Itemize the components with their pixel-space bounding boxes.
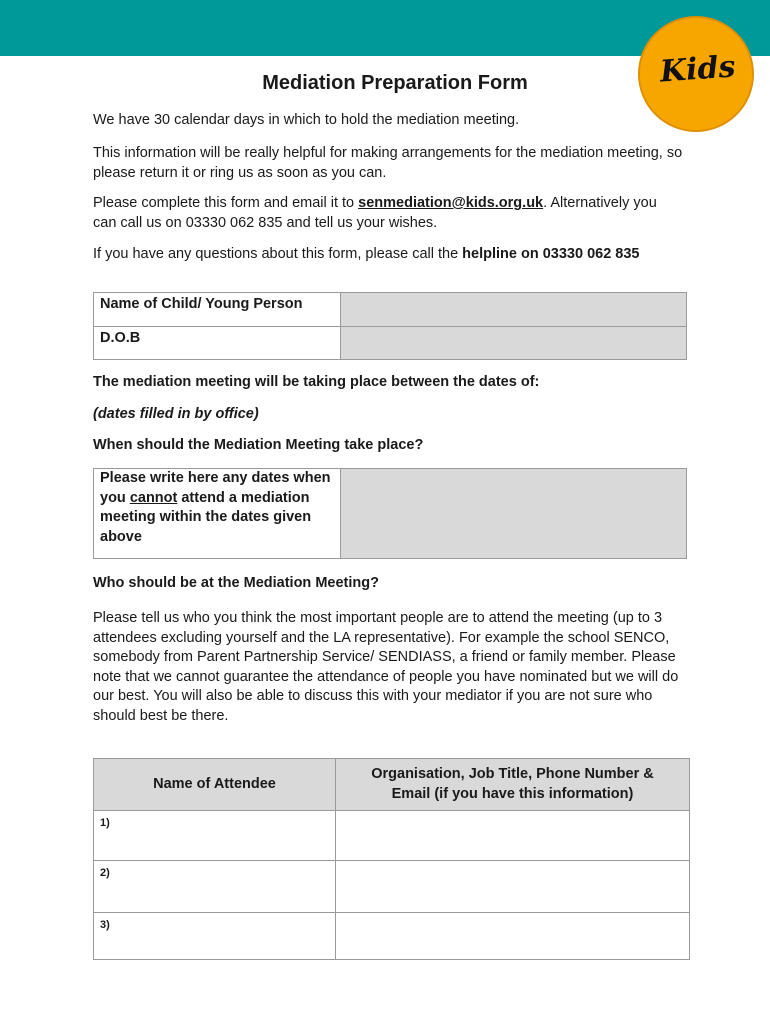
when-heading: When should the Mediation Meeting take place? [93, 437, 424, 453]
attendee-name-field[interactable] [94, 861, 336, 913]
child-details-table [93, 292, 687, 360]
attendee-org-field[interactable] [336, 861, 690, 913]
unavailable-dates-field[interactable] [341, 469, 687, 559]
dob-label-cell [94, 327, 341, 360]
attendee-row [94, 913, 690, 960]
child-name-label: Name of Child/ Young Person [100, 296, 303, 312]
row-number: 2) [100, 867, 110, 879]
office-note: (dates filled in by office) [93, 406, 259, 422]
child-name-field[interactable] [341, 293, 687, 327]
attendee-row [94, 861, 690, 913]
row-number: 1) [100, 817, 110, 829]
attendees-description: Please tell us who you think the most important people are to attend the meeting (up to 3 attendees excluding yourself and the LA representative). For example the school SENCO, somebody from Parent Partnership Service/ SENDIASS, a friend or family member. Please note that we cannot guarantee the attendance of people you have nominated but we will do our best. You will also be able to discuss this with your mediator if you are not sure who should best be there. [93, 610, 679, 724]
col-header-name: Name of Attendee [94, 759, 336, 811]
page-title: Mediation Preparation Form [262, 72, 528, 94]
attendees-table [93, 758, 690, 960]
unavailable-label: Please write here any dates when you cannot attend a mediation meeting within the dates given above [100, 470, 331, 545]
info-text: This information will be really helpful for making arrangements for the mediation meeting, so please return it or ring us as soon as you can. [93, 145, 683, 181]
attendee-row [94, 811, 690, 861]
helpline-number: helpline on 03330 062 835 [462, 246, 640, 262]
col-header-org: Organisation, Job Title, Phone Number & Email (if you have this information) [336, 759, 690, 811]
child-name-label-cell [94, 293, 341, 327]
unavailable-label-cell [94, 469, 341, 559]
attendee-org-field[interactable] [336, 811, 690, 861]
dob-field[interactable] [341, 327, 687, 360]
dob-label: D.O.B [100, 330, 141, 346]
questions-text: If you have any questions about this form, please call the helpline on 03330 062 835 [93, 246, 640, 262]
dates-heading: The mediation meeting will be taking place between the dates of: [93, 374, 540, 390]
intro-text: We have 30 calendar days in which to hold the mediation meeting. [93, 112, 520, 128]
logo-text: Kids [658, 49, 737, 90]
attendee-name-field[interactable] [94, 811, 336, 861]
row-number: 3) [100, 919, 110, 931]
unavailable-dates-table [93, 468, 687, 559]
attendee-org-field[interactable] [336, 913, 690, 960]
attendee-name-field[interactable] [94, 913, 336, 960]
attendees-heading: Who should be at the Mediation Meeting? [93, 575, 379, 591]
email-instructions: Please complete this form and email it to senmediation@kids.org.uk. Alternatively you can call us on 03330 062 835 and tell us your wishes. [93, 195, 657, 231]
email-link[interactable]: senmediation@kids.org.uk [358, 195, 544, 211]
